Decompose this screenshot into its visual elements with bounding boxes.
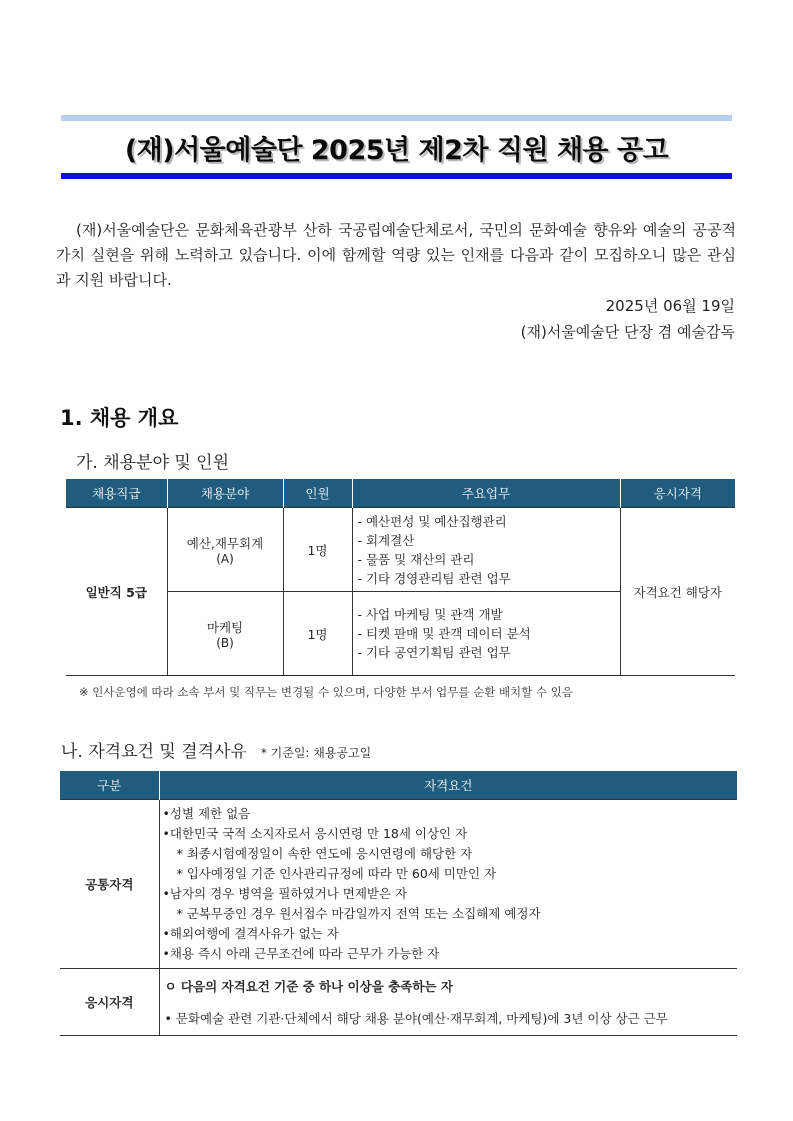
qual-subitem: * 최종시험예정일이 속한 연도에 응시연령에 해당한 자	[176, 846, 473, 861]
title-top-bar	[61, 115, 732, 121]
duty-item: - 물품 및 재산의 관리	[357, 551, 475, 567]
duties-cell	[352, 592, 620, 676]
field-name: 마케팅	[206, 619, 244, 635]
col-header: 채용직급	[66, 479, 167, 508]
reference-date-note: * 기준일: 채용공고일	[260, 746, 372, 760]
field-cell	[167, 508, 283, 592]
count-cell: 1명	[283, 592, 352, 676]
footnote: ※ 인사운영에 따라 소속 부서 및 직무는 변경될 수 있으며, 다양한 부서 업무를 순환 배치할 수 있음	[79, 685, 573, 699]
field-code: (B)	[216, 635, 234, 650]
common-label: 공통자격	[60, 800, 159, 969]
qual-item: •해외여행에 결격사유가 없는 자	[162, 926, 339, 941]
recruitment-table	[66, 479, 735, 676]
col-header: 자격요건	[159, 771, 737, 800]
qualification-cell: 자격요건 해당자	[620, 508, 735, 676]
section-heading-1: 1. 채용 개요	[60, 406, 179, 430]
qualification-table	[60, 771, 737, 1036]
table-row	[66, 508, 735, 592]
duty-item: - 예산편성 및 예산집행관리	[357, 513, 507, 529]
announcement-date: 2025년 06월 19일	[605, 297, 735, 315]
signature: (재)서울예술단 단장 겸 예술감독	[520, 323, 735, 341]
qual-item: •성별 제한 없음	[162, 806, 251, 821]
table-row	[60, 800, 737, 969]
duty-item: - 기타 공연기획팀 관련 업무	[357, 645, 511, 660]
field-cell	[167, 592, 283, 676]
table-header-row	[60, 771, 737, 800]
col-header: 응시자격	[620, 479, 735, 508]
common-qualifications	[159, 800, 737, 969]
apply-label: 응시자격	[60, 969, 159, 1036]
apply-qualifications	[159, 969, 737, 1036]
subsection-heading-b	[61, 737, 371, 762]
apply-heading: ㅇ 다음의 자격요건 기준 중 하나 이상을 충족하는 자	[164, 979, 453, 994]
col-header: 인원	[283, 479, 352, 508]
col-header: 주요업무	[352, 479, 620, 508]
apply-item: • 문화예술 관련 기관·단체에서 해당 채용 분야(예산·재무회계, 마케팅)에 3년 이상 상근 근무	[164, 1011, 668, 1026]
subsection-b-title: 나. 자격요건 및 결격사유	[61, 742, 247, 762]
page-title: (재)서울예술단 2025년 제2차 직원 채용 공고	[124, 135, 669, 166]
field-name: 예산,재무회계	[186, 535, 264, 551]
duty-item: - 기타 경영관리팀 관련 업무	[357, 570, 511, 586]
duty-item: - 회계결산	[357, 532, 415, 548]
duty-item: - 티켓 판매 및 관객 데이터 분석	[357, 626, 531, 641]
table-header-row	[66, 479, 735, 508]
col-header: 채용분야	[167, 479, 283, 508]
qual-item: •채용 즉시 아래 근무조건에 따라 근무가 가능한 자	[162, 946, 440, 961]
col-header: 구분	[60, 771, 159, 800]
intro-text: (재)서울예술단은 문화체육관광부 산하 국공립예술단체로서, 국민의 문화예술 향유와 예술의 공공적 가치 실현을 위해 노력하고 있습니다. 이에 함께할 역량 있는 인재를 다음과 같이 모집하오니 많은 관심과 지원 바랍니다.	[56, 221, 736, 289]
field-code: (A)	[216, 551, 234, 566]
duties-cell	[352, 508, 620, 592]
qual-item: •대한민국 국적 소지자로서 응시연령 만 18세 이상인 자	[162, 826, 468, 841]
table-row	[60, 969, 737, 1036]
qual-subitem: * 군복무중인 경우 원서접수 마감일까지 전역 또는 소집해제 예정자	[176, 906, 541, 921]
subsection-heading-a: 가. 채용분야 및 인원	[76, 453, 229, 473]
intro-paragraph	[56, 218, 736, 293]
qual-subitem: * 입사예정일 기준 인사관리규정에 따라 만 60세 미만인 자	[176, 866, 497, 881]
qual-item: •남자의 경우 병역을 필하였거나 면제받은 자	[162, 886, 408, 901]
count-cell: 1명	[283, 508, 352, 592]
grade-cell: 일반직 5급	[66, 508, 167, 676]
duty-item: - 사업 마케팅 및 관객 개발	[357, 607, 503, 622]
title-bottom-bar	[61, 173, 732, 179]
